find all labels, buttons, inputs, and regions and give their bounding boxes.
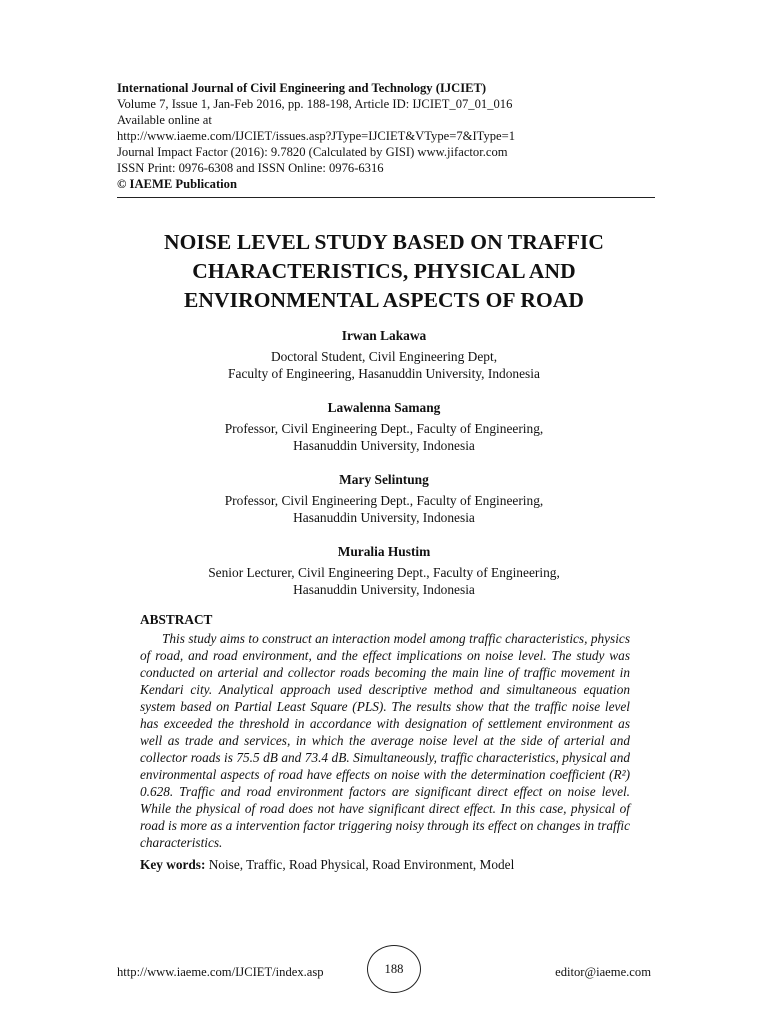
author-name: Lawalenna Samang: [327, 400, 441, 415]
journal-name: International Journal of Civil Engineering and Technology (IJCIET): [117, 81, 487, 95]
footer-email[interactable]: editor@iaeme.com: [555, 965, 651, 979]
abstract-body: This study aims to construct an interaction model among traffic characteristics, physics of road, and road environment, and the effect implications on noise level. The study was conducted on arterial and collector roads becoming the main line of traffic movement in Kendari city. Analytical approach used descriptive method and simultaneous equation system based on Partial Least Square (PLS). The results show that the traffic noise level has exceeded the threshold in accordance with designation of settlement environment as well as trade and services, in which the average noise level at the side of arterial and collector roads is 75.5 dB and 73.4 dB. Simultaneously, traffic characteristics, physical and environmental aspects of road have effects on noise with the determination coefficient (R²) 0.628. Traffic and road environment factors are significant direct effect on noise level. While the physical of road does not have significant direct effect. In this case, physical of road is more as a intervention factor triggering noisy through its effect on changes in traffic characteristics.: [140, 631, 630, 850]
keywords-label: Key words:: [140, 857, 206, 872]
author-name: Mary Selintung: [339, 472, 429, 487]
author-block: [117, 471, 651, 526]
author-affiliation: Faculty of Engineering, Hasanuddin University, Indonesia: [228, 366, 540, 381]
journal-publisher: © IAEME Publication: [117, 177, 237, 191]
abstract-heading: ABSTRACT: [140, 612, 213, 627]
page-number-badge: [367, 945, 421, 993]
footer-url[interactable]: http://www.iaeme.com/IJCIET/index.asp: [117, 965, 324, 979]
journal-header: [117, 80, 657, 192]
header-divider: [117, 197, 655, 198]
author-block: [117, 543, 651, 598]
author-list: [117, 327, 651, 615]
author-affiliation: Doctoral Student, Civil Engineering Dept,: [270, 349, 498, 364]
author-name: Irwan Lakawa: [341, 328, 427, 343]
paper-title: [90, 228, 678, 315]
journal-issue-url[interactable]: http://www.iaeme.com/IJCIET/issues.asp?JType=IJCIET&VType=7&IType=1: [117, 129, 516, 143]
author-affiliation: Hasanuddin University, Indonesia: [293, 510, 475, 525]
author-affiliation: Senior Lecturer, Civil Engineering Dept., Faculty of Engineering,: [208, 565, 560, 580]
abstract-section: [140, 611, 630, 873]
author-affiliation: Professor, Civil Engineering Dept., Faculty of Engineering,: [224, 493, 544, 508]
journal-volume-line: Volume 7, Issue 1, Jan-Feb 2016, pp. 188-198, Article ID: IJCIET_07_01_016: [117, 97, 513, 111]
title-line: CHARACTERISTICS, PHYSICAL AND: [192, 259, 576, 283]
author-block: [117, 399, 651, 454]
author-affiliation: Hasanuddin University, Indonesia: [293, 582, 475, 597]
journal-impact-factor: Journal Impact Factor (2016): 9.7820 (Calculated by GISI) www.jifactor.com: [117, 145, 508, 159]
title-line: NOISE LEVEL STUDY BASED ON TRAFFIC: [163, 230, 605, 254]
author-name: Muralia Hustim: [337, 544, 431, 559]
author-affiliation: Hasanuddin University, Indonesia: [293, 438, 475, 453]
author-block: [117, 327, 651, 382]
journal-issn: ISSN Print: 0976-6308 and ISSN Online: 0976-6316: [117, 161, 384, 175]
keywords-line: [140, 856, 630, 873]
keywords-text: Noise, Traffic, Road Physical, Road Environment, Model: [208, 857, 515, 872]
journal-available-label: Available online at: [117, 113, 212, 127]
page-number: 188: [384, 961, 404, 976]
author-affiliation: Professor, Civil Engineering Dept., Faculty of Engineering,: [224, 421, 544, 436]
title-line: ENVIRONMENTAL ASPECTS OF ROAD: [183, 288, 585, 312]
page-footer: [117, 945, 651, 995]
